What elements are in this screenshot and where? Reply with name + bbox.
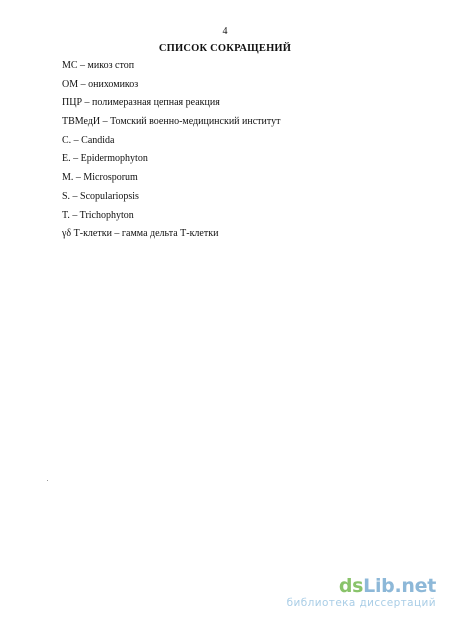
watermark-tagline: библиотека диссертаций [286, 597, 436, 609]
abbreviation-item: ПЦР – полимеразная цепная реакция [62, 97, 220, 109]
watermark-logo-lib: Lib [363, 575, 395, 597]
watermark-logo [287, 575, 436, 597]
watermark-logo-net: .net [394, 575, 436, 597]
abbreviation-item: T. – Trichophyton [62, 209, 134, 221]
page-title: СПИСОК СОКРАЩЕНИЙ [158, 43, 292, 54]
page-number: 4 [222, 26, 228, 37]
abbreviation-item: S. – Scopulariopsis [62, 190, 139, 202]
abbreviation-item: МС – микоз стоп [62, 60, 135, 71]
abbreviation-item: E. – Epidermophyton [62, 153, 148, 165]
scan-speck [47, 480, 48, 481]
abbreviation-item: ОМ – онихомикоз [62, 78, 139, 90]
abbreviation-list [62, 60, 281, 247]
watermark [287, 575, 436, 610]
abbreviation-item: M. – Microsporum [62, 172, 138, 184]
watermark-logo-ds: ds [338, 575, 364, 597]
abbreviation-item: γδ Т-клетки – гамма дельта Т-клетки [62, 228, 219, 240]
abbreviation-item: C. – Candida [62, 134, 115, 146]
abbreviation-item: ТВМедИ – Томский военно-медицинский институт [62, 116, 281, 128]
